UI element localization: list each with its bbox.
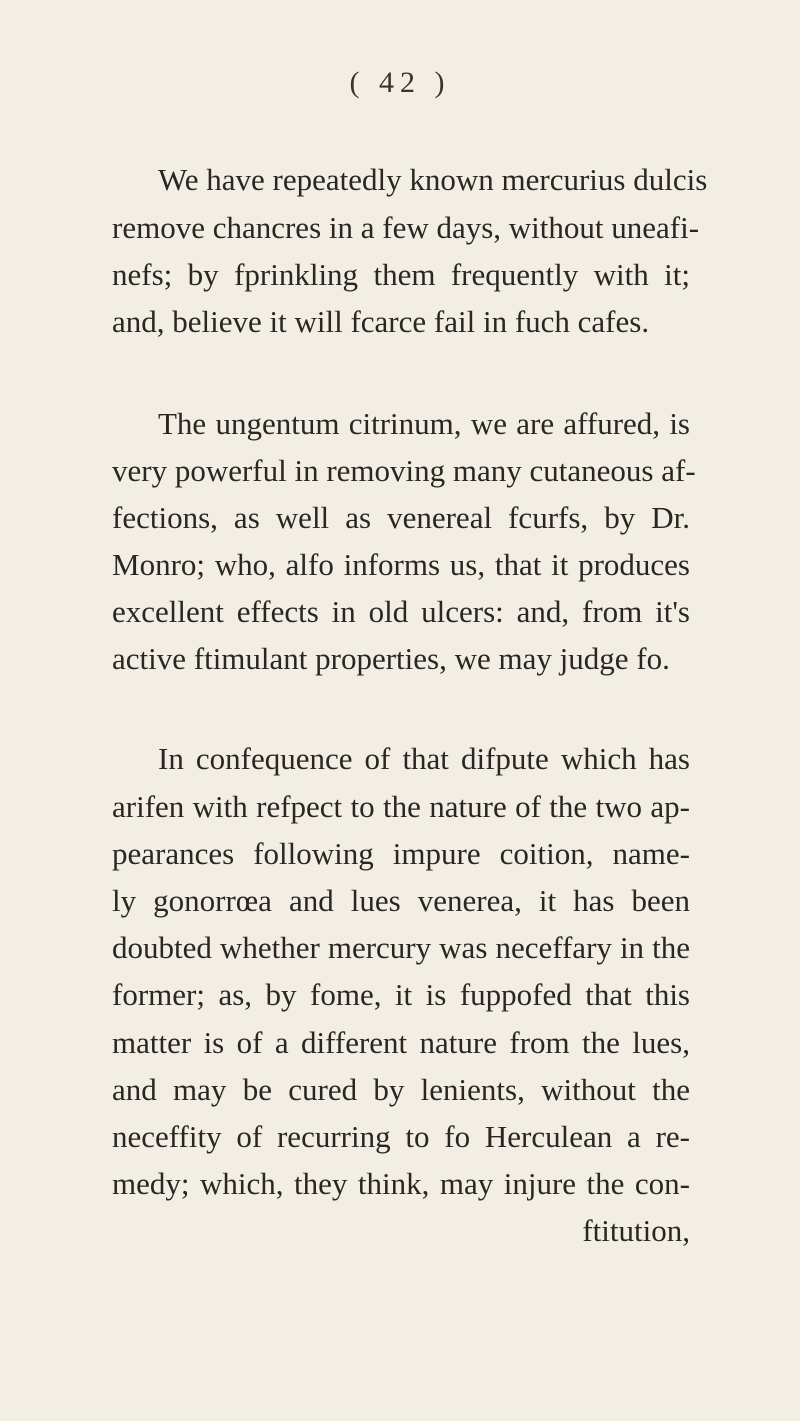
text-line: We have repeatedly known mercurius dulcis [158, 162, 708, 197]
text-line: The ungentum citrinum, we are affured, is [158, 406, 690, 441]
text-line: arifen with refpect to the nature of the two ap- [112, 789, 690, 824]
text-line: fections, as well as venereal fcurfs, by Dr. [112, 500, 690, 535]
text-line: and may be cured by lenients, without the [112, 1072, 690, 1107]
text-line: In confequence of that difpute which has [158, 741, 690, 776]
text-line: excellent effects in old ulcers: and, from it's [112, 594, 690, 629]
text-line: pearances following impure coition, name- [112, 836, 690, 871]
text-line: matter is of a different nature from the lues, [112, 1025, 690, 1060]
text-line: nefs; by fprinkling them frequently with it; [112, 257, 690, 292]
text-line: doubted whether mercury was neceffary in the [112, 930, 690, 965]
text-line: former; as, by fome, it is fuppofed that this [112, 977, 690, 1012]
text-line: very powerful in removing many cutaneous af- [112, 453, 696, 488]
text-line: active ftimulant properties, we may judge fo. [112, 641, 670, 676]
catchword: ftitution, [582, 1213, 690, 1248]
text-line: medy; which, they think, may injure the con- [112, 1166, 690, 1201]
text-line: neceffity of recurring to fo Herculean a re- [112, 1119, 690, 1154]
text-line: Monro; who, alfo informs us, that it produces [112, 547, 690, 582]
page-number: ( 42 ) [349, 66, 451, 99]
text-line: remove chancres in a few days, without uneafi- [112, 210, 700, 245]
text-line: ly gonorrœa and lues venerea, it has been [112, 883, 690, 918]
text-line: and, believe it will fcarce fail in fuch cafes. [112, 304, 650, 339]
